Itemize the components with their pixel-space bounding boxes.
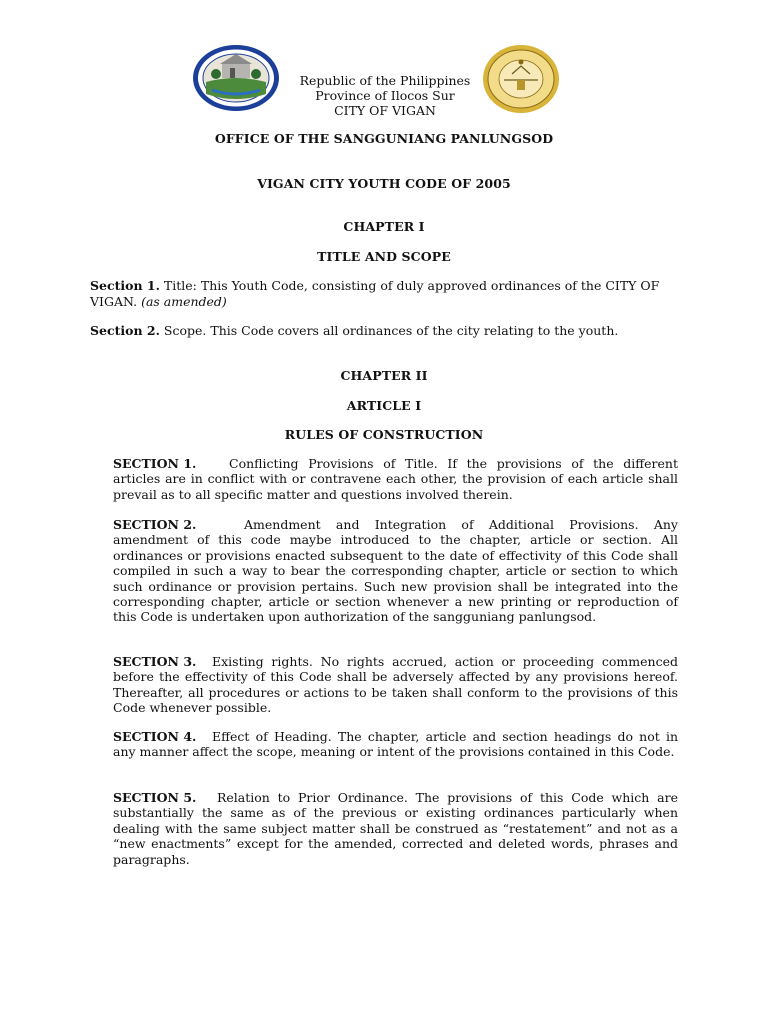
header-republic: Republic of the Philippines [299,73,471,88]
sangguniang-panlungsod-seal [482,44,560,114]
code-title: VIGAN CITY YOUTH CODE OF 2005 [257,176,511,191]
header-city: CITY OF VIGAN [334,103,436,118]
city-of-vigan-seal [192,44,280,112]
section-label: Section 2. [90,323,160,338]
section-label: SECTION 3. [113,654,197,669]
section-text: Amendment and Integration of Additional Provisions. Any amendment of this code maybe introduced to the chapter, article or section. All ordinances or provisions enacted subsequent to the date of effectivity of this Code shall compiled in such a way to bear the corresponding chapter, article or section to which such ordinance or provision pertains. Such new provision shall be integrated into the corresponding chapter, article or section whenever a new printing or reproduction of this Code is undertaken upon authorization of the sangguniang panlungsod. [113,517,678,625]
section-label: SECTION 4. [113,729,197,744]
chapter-2-section-4 [113,729,678,760]
section-text: Effect of Heading. The chapter, article and section headings do not in any manner affect the scope, meaning or intent of the provisions contained in this Code. [113,729,678,760]
section-text: Existing rights. No rights accrued, action or proceeding commenced before the effectivity of this Code shall be adversely affected by any provisions hereof. Thereafter, all procedures or actions to be taken shall conform to the provisions of this Code whenever possible. [113,654,678,716]
chapter-2-subheading: RULES OF CONSTRUCTION [284,427,484,442]
chapter-2-heading: CHAPTER II [340,368,428,383]
chapter-2-section-3 [113,654,678,716]
section-label: SECTION 5. [113,790,197,805]
section-label: SECTION 1. [113,456,197,471]
chapter-2-section-2 [113,517,678,625]
chapter-1-section-2 [90,323,675,339]
section-text: Conflicting Provisions of Title. If the provisions of the different articles are in conflict with or contravene each other, the provision of each article shall prevail as to all specific matter and questions involved therein. [113,456,678,502]
chapter-1-subheading: TITLE AND SCOPE [317,249,451,264]
section-label: SECTION 2. [113,517,197,532]
chapter-1-section-1 [90,278,675,309]
section-note: (as amended) [141,293,227,309]
chapter-2-section-1 [113,456,678,502]
chapter-1-heading: CHAPTER I [343,219,425,234]
office-title: OFFICE OF THE SANGGUNIANG PANLUNGSOD [214,131,554,146]
section-text: Title: This Youth Code, consisting of duly approved ordinances of the CITY OF VIGAN. [90,278,660,309]
header-province: Province of Ilocos Sur [315,88,455,103]
section-label: Section 1. [90,278,160,293]
chapter-2-section-5 [113,790,678,867]
section-text: Relation to Prior Ordinance. The provisions of this Code which are substantially the same as of the previous or existing ordinances particularly when dealing with the same subject matter shall be construed as “restatement” and not as a “new enactments” except for the amended, corrected and deleted words, phrases and paragraphs. [113,790,678,867]
article-1-heading: ARTICLE I [346,398,422,413]
section-text: Scope. This Code covers all ordinances of the city relating to the youth. [159,323,619,338]
